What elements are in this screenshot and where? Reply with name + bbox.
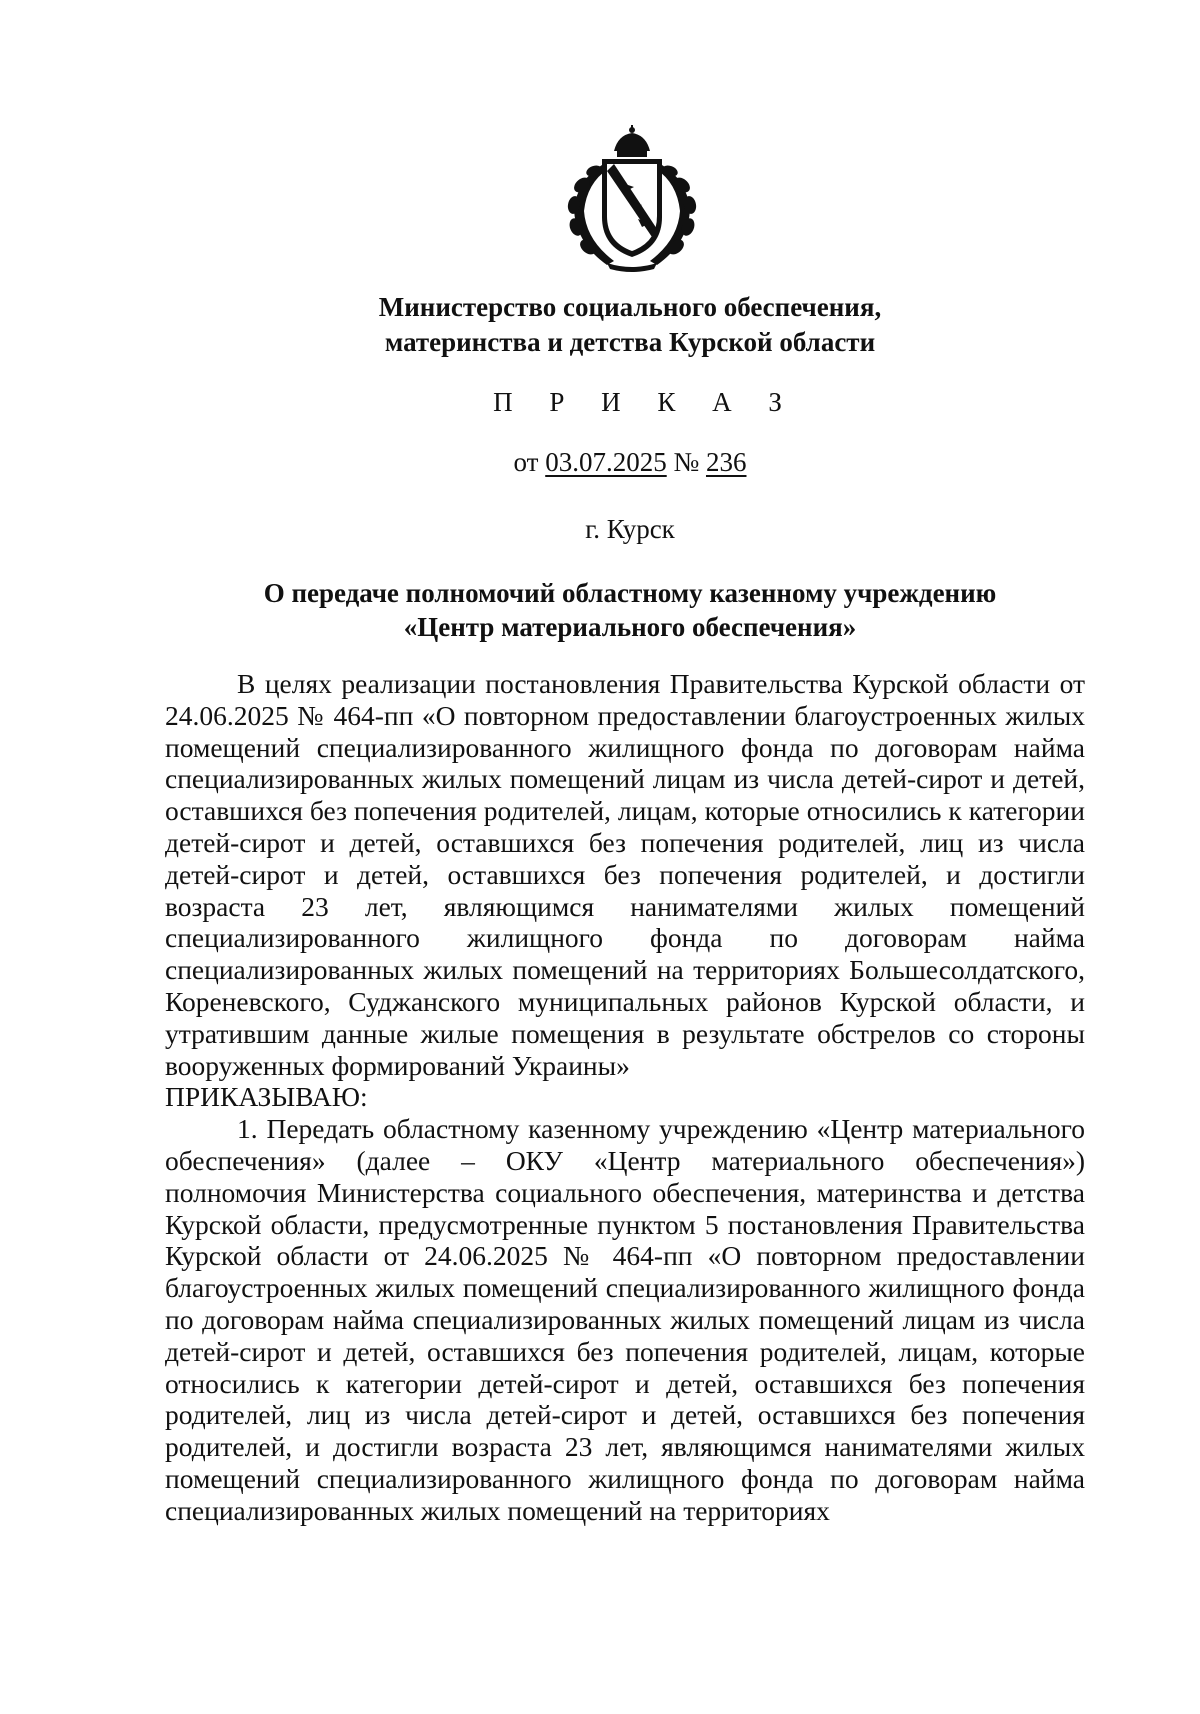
order-number-sign: №: [673, 447, 700, 477]
order-directive: ПРИКАЗЫВАЮ:: [165, 1081, 368, 1113]
order-date: 03.07.2025: [545, 447, 667, 477]
order-subject: [200, 576, 1060, 644]
order-title: П Р И К А З: [493, 387, 797, 417]
subject-line-1: О передаче полномочий областному казенному учреждению: [263, 578, 997, 608]
order-city: г. Курск: [585, 514, 675, 544]
order-date-line: [200, 446, 1060, 478]
order-body: [165, 668, 1085, 1527]
subject-line-2: «Центр материального обеспечения»: [403, 612, 857, 642]
ministry-line-1: Министерство социального обеспечения,: [378, 292, 882, 322]
ministry-name: [200, 290, 1060, 360]
coat-of-arms-icon: [562, 125, 702, 273]
item-1-paragraph: 1. Передать областному казенному учреждению «Центр материального обеспечения» (далее – ОКУ «Центр материального обеспечения») полномочия Министерства социального обеспечения, материнства и детства Курской области, предусмотренные пунктом 5 постановления Правительства Курской области от 24.06.2025 № 464-пп «О повторном предоставлении благоустроенных жилых помещений специализированного жилищного фонда по договорам найма специализированных жилых помещений лицам из числа детей-сирот и детей, оставшихся без попечения родителей, лицам, которые относились к категории детей-сирот и детей, оставшихся без попечения родителей, лиц из числа детей-сирот и детей, оставшихся без попечения родителей, и достигли возраста 23 лет, являющимся нанимателями жилых помещений специализированного жилищного фонда по договорам найма специализированных жилых помещений на территориях: [165, 1113, 1085, 1526]
order-date-prefix: от: [513, 447, 539, 477]
order-number: 236: [705, 447, 747, 477]
ministry-line-2: материнства и детства Курской области: [384, 327, 876, 357]
preamble-paragraph: В целях реализации постановления Правительства Курской области от 24.06.2025 № 464-пп «О повторном предоставлении благоустроенных жилых помещений специализированного жилищного фонда по договорам найма специализированных жилых помещений лицам из числа детей-сирот и детей, оставшихся без попечения родителей, лицам, которые относились к категории детей-сирот и детей, оставшихся без попечения родителей, лиц из числа детей-сирот и детей, оставшихся без попечения родителей, и достигли возраста 23 лет, являющимся нанимателями жилых помещений специализированного жилищного фонда по договорам найма специализированных жилых помещений на территориях Большесолдатского, Кореневского, Суджанского муниципальных районов Курской области, и утратившим данные жилые помещения в результате обстрелов со стороны вооруженных формирований Украины»: [165, 668, 1085, 1081]
